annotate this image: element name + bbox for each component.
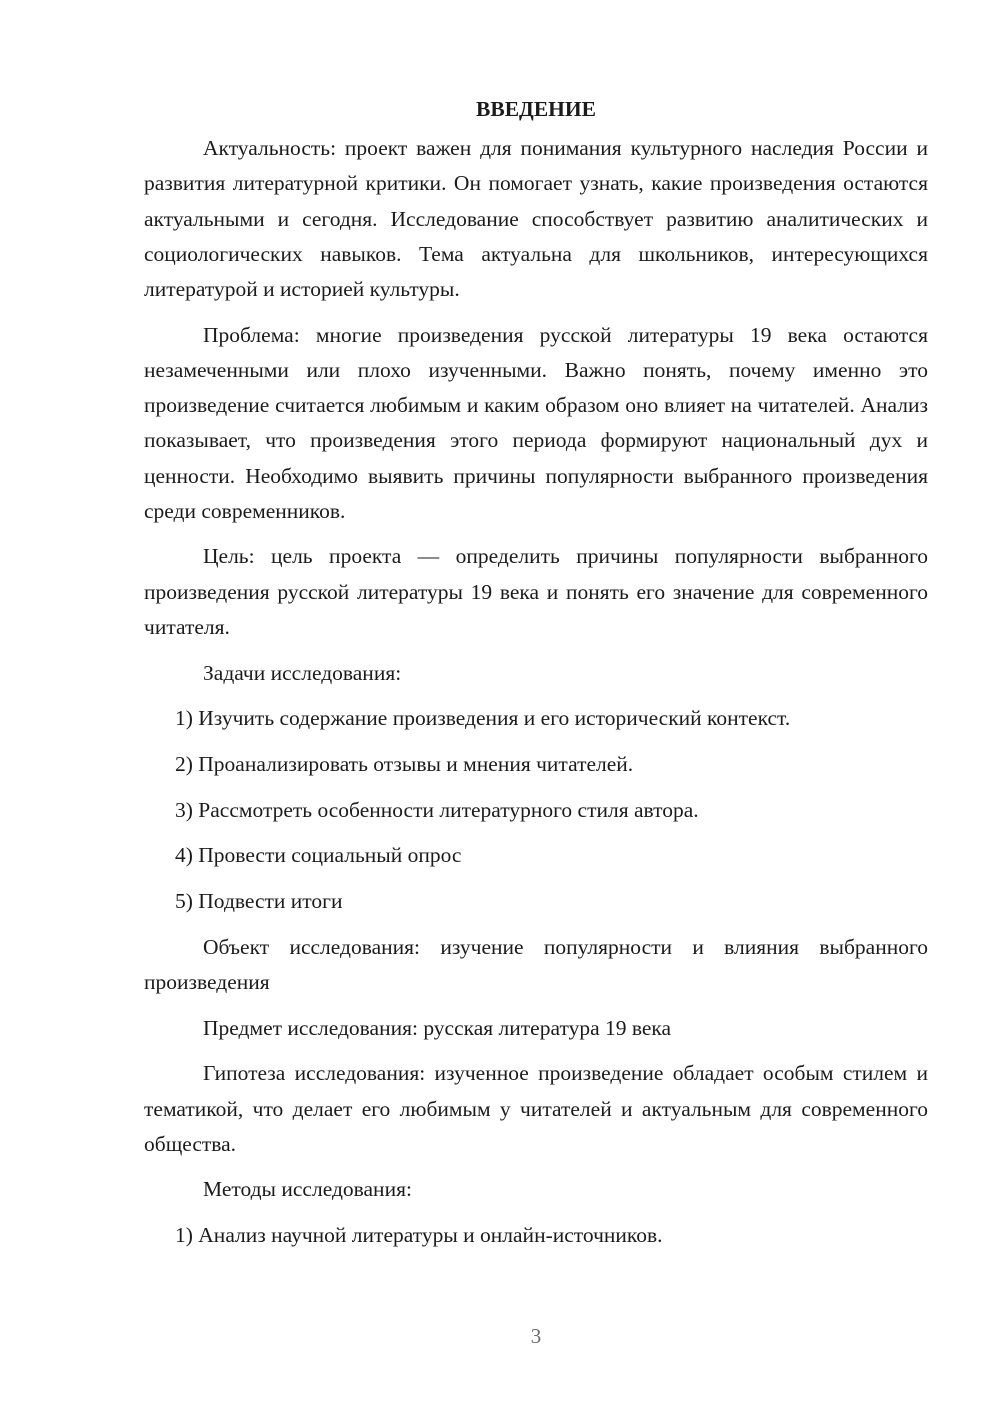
subject-paragraph: Предмет исследования: русская литература 19 века	[203, 1015, 672, 1040]
page-title: ВВЕДЕНИЕ	[476, 97, 596, 121]
task-item: 2) Проанализировать отзывы и мнения читателей.	[175, 751, 634, 776]
task-item: 3) Рассмотреть особенности литературного стиля автора.	[175, 797, 699, 822]
task-item: 1) Изучить содержание произведения и его исторический контекст.	[175, 706, 791, 731]
object-paragraph: Объект исследования: изучение популярности и влияния выбранного произведения	[144, 934, 928, 994]
method-item: 1) Анализ научной литературы и онлайн-источников.	[175, 1223, 663, 1248]
problem-paragraph: Проблема: многие произведения русской литературы 19 века остаются незамеченными или плохо изученными. Важно понять, почему именно это произведение считается любимым и каким образом оно влияет на читателей. Анализ показывает, что произведения этого периода формируют национальный дух и ценности. Необходимо выявить причины популярности выбранного произведения среди современников.	[144, 322, 928, 523]
page-number: 3	[530, 1324, 542, 1348]
task-item: 4) Провести социальный опрос	[175, 843, 462, 868]
methods-heading: Методы исследования:	[203, 1177, 412, 1202]
tasks-heading: Задачи исследования:	[203, 660, 402, 685]
hypothesis-paragraph: Гипотеза исследования: изученное произведение обладает особым стилем и тематикой, что делает его любимым у читателей и актуальным для современного общества.	[144, 1061, 928, 1156]
relevance-paragraph: Актуальность: проект важен для понимания культурного наследия России и развития литературной критики. Он помогает узнать, какие произведения остаются актуальными и сегодня. Исследование способствует развитию аналитических и социологических навыков. Тема актуальна для школьников, интересующихся литературой и историей культуры.	[144, 136, 928, 302]
goal-paragraph: Цель: цель проекта — определить причины популярности выбранного произведения русской литературы 19 века и понять его значение для современного читателя.	[144, 544, 928, 639]
document-page	[144, 92, 928, 1264]
task-item: 5) Подвести итоги	[175, 889, 343, 914]
